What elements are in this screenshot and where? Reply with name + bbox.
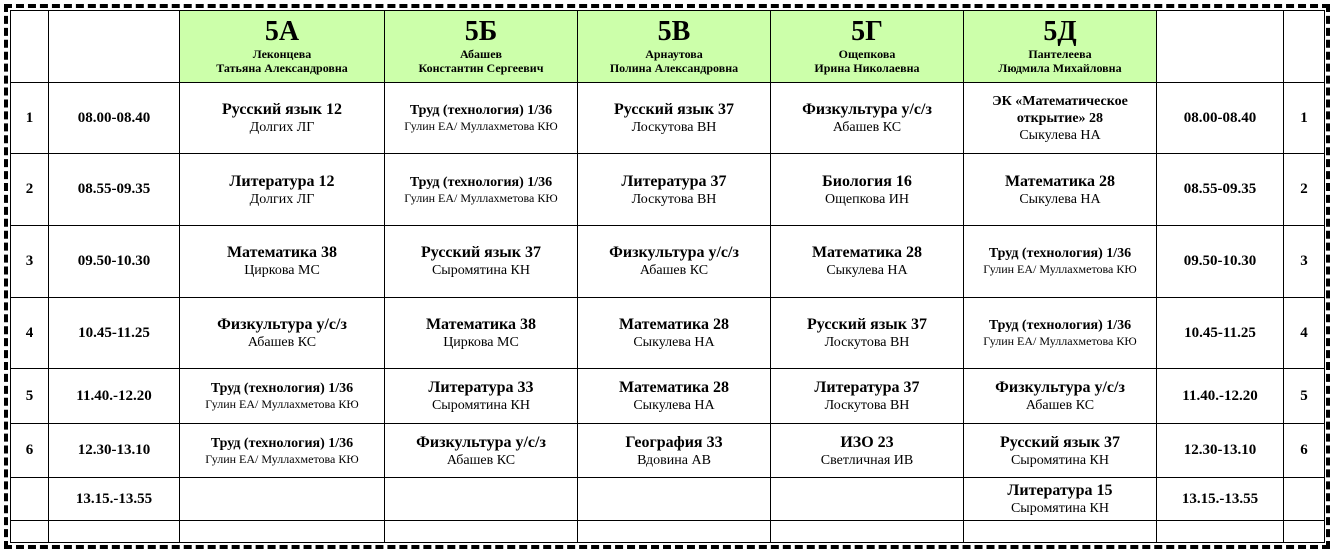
teacher: Лоскутова ВН	[631, 191, 717, 207]
corner-cell-left	[11, 11, 49, 83]
teacher: Сыкулева НА	[1019, 127, 1101, 143]
subject: Математика 28	[618, 379, 730, 397]
lesson-cell	[578, 82, 771, 154]
lesson-time: 08.00-08.40	[1157, 82, 1284, 154]
empty-cell	[1157, 520, 1284, 542]
teacher: Светличная ИВ	[820, 452, 914, 468]
lesson-time: 13.15.-13.55	[1157, 478, 1284, 520]
class-header	[578, 11, 771, 83]
teacher: Сыкулева НА	[633, 335, 715, 351]
subject: ЭК «Математическое открытие» 28	[992, 93, 1128, 126]
lesson-number: 1	[11, 82, 49, 154]
lesson-cell	[964, 369, 1157, 424]
subject: Физкультура у/с/з	[416, 433, 546, 451]
lesson-number: 1	[1284, 82, 1325, 154]
lesson-time: 11.40.-12.20	[1157, 369, 1284, 424]
lesson-row	[11, 154, 1325, 226]
empty-cell	[771, 520, 964, 542]
empty-cell	[49, 520, 180, 542]
teacher: Сыкулева НА	[1019, 191, 1101, 207]
empty-cell	[1284, 520, 1325, 542]
lesson-cell	[180, 82, 385, 154]
subject: География 33	[625, 433, 723, 451]
lesson-time: 11.40.-12.20	[49, 369, 180, 424]
class-name: 5Г	[851, 16, 883, 48]
teacher: Абашев КС	[639, 263, 709, 279]
teacher: Сыкулева НА	[826, 263, 908, 279]
subject: Математика 28	[811, 244, 923, 262]
subject: Физкультура у/с/з	[995, 379, 1125, 397]
empty-cell	[180, 520, 385, 542]
lesson-number: 5	[11, 369, 49, 424]
lesson-cell	[771, 369, 964, 424]
lesson-cell	[578, 423, 771, 478]
class-teacher-last: Пантелеева	[1028, 47, 1092, 62]
class-header	[385, 11, 578, 83]
lesson-cell	[771, 297, 964, 369]
class-name: 5В	[657, 16, 691, 48]
lesson-row	[11, 82, 1325, 154]
subject: Математика 38	[226, 244, 338, 262]
subject: Литература 15	[1007, 482, 1113, 500]
lesson-row	[11, 226, 1325, 298]
teacher: Абашев КС	[832, 120, 902, 135]
lesson-number: 2	[1284, 154, 1325, 226]
lesson-cell	[385, 478, 578, 520]
teacher: Сыромятина КН	[1010, 452, 1110, 468]
class-teacher-first: Людмила Михайловна	[998, 61, 1122, 76]
lesson-cell	[385, 226, 578, 298]
empty-cell	[11, 520, 49, 542]
corner-cell-time	[49, 11, 180, 83]
corner-cell-right	[1284, 11, 1325, 83]
teacher: Долгих ЛГ	[249, 120, 315, 135]
lesson-cell	[385, 369, 578, 424]
lesson-time: 10.45-11.25	[1157, 297, 1284, 369]
lesson-cell	[964, 478, 1157, 520]
lesson-number: 6	[11, 423, 49, 478]
class-teacher-last: Леконцева	[252, 47, 312, 62]
lesson-cell	[964, 154, 1157, 226]
subject: Труд (технология) 1/36	[409, 174, 553, 190]
class-teacher-first: Константин Сергеевич	[418, 61, 544, 76]
lesson-cell	[578, 478, 771, 520]
subject: Литература 33	[428, 379, 534, 397]
lesson-cell	[964, 423, 1157, 478]
lesson-cell	[771, 82, 964, 154]
teacher: Вдовина АВ	[637, 452, 711, 468]
lesson-cell	[964, 297, 1157, 369]
lesson-cell	[180, 423, 385, 478]
lesson-number: 3	[1284, 226, 1325, 298]
lesson-row	[11, 369, 1325, 424]
teacher: Гулин ЕА/ Муллахметова КЮ	[404, 119, 558, 133]
lesson-number: 5	[1284, 369, 1325, 424]
lesson-cell	[771, 478, 964, 520]
lesson-time: 09.50-10.30	[1157, 226, 1284, 298]
lesson-cell	[771, 154, 964, 226]
subject: Труд (технология) 1/36	[988, 246, 1132, 262]
subject: Русский язык 37	[1000, 433, 1120, 451]
lesson-cell	[385, 423, 578, 478]
teacher: Циркова МС	[443, 335, 519, 351]
subject: Русский язык 12	[222, 101, 342, 118]
class-name: 5Б	[464, 16, 498, 48]
lesson-time: 12.30-13.10	[49, 423, 180, 478]
class-header	[771, 11, 964, 83]
lesson-cell	[180, 154, 385, 226]
teacher: Долгих ЛГ	[249, 191, 315, 207]
lesson-time: 08.00-08.40	[49, 82, 180, 154]
subject: Русский язык 37	[807, 316, 927, 334]
lesson-cell	[964, 82, 1157, 154]
subject: Труд (технология) 1/36	[988, 318, 1132, 334]
subject: Математика 28	[618, 316, 730, 334]
subject: Труд (технология) 1/36	[409, 103, 553, 118]
lesson-time: 10.45-11.25	[49, 297, 180, 369]
subject: Труд (технология) 1/36	[210, 435, 354, 451]
lesson-number: 4	[11, 297, 49, 369]
subject: Русский язык 37	[614, 101, 734, 118]
empty-row	[11, 520, 1325, 542]
class-teacher-last: Абашев	[460, 47, 502, 62]
teacher: Гулин ЕА/ Муллахметова КЮ	[983, 334, 1137, 349]
teacher: Лоскутова ВН	[824, 398, 910, 414]
class-teacher-last: Ощепкова	[838, 47, 896, 62]
lesson-cell	[771, 226, 964, 298]
class-teacher-first: Татьяна Александровна	[216, 61, 348, 76]
empty-cell	[385, 520, 578, 542]
teacher: Гулин ЕА/ Муллахметова КЮ	[404, 190, 558, 205]
lesson-cell	[578, 297, 771, 369]
class-name: 5А	[264, 16, 300, 48]
lesson-cell	[180, 478, 385, 520]
teacher: Сыромятина КН	[1010, 501, 1110, 517]
teacher: Гулин ЕА/ Муллахметова КЮ	[205, 451, 359, 466]
lesson-time: 09.50-10.30	[49, 226, 180, 298]
teacher: Ощепкова ИН	[824, 191, 910, 207]
teacher: Сыромятина КН	[431, 398, 531, 414]
subject: Физкультура у/с/з	[609, 244, 739, 262]
teacher: Гулин ЕА/ Муллахметова КЮ	[983, 262, 1137, 277]
corner-cell-time-right	[1157, 11, 1284, 83]
class-teacher-last: Арнаутова	[645, 47, 703, 62]
subject: Литература 37	[814, 379, 920, 397]
teacher: Лоскутова ВН	[631, 120, 717, 135]
class-name: 5Д	[1043, 16, 1077, 48]
lesson-time: 08.55-09.35	[49, 154, 180, 226]
lesson-number: 4	[1284, 297, 1325, 369]
lesson-cell	[180, 226, 385, 298]
subject: Труд (технология) 1/36	[210, 381, 354, 397]
subject: Математика 38	[425, 316, 537, 334]
teacher: Сыромятина КН	[431, 263, 531, 279]
schedule-frame	[4, 4, 1330, 549]
lesson-row	[11, 297, 1325, 369]
lesson-time: 12.30-13.10	[1157, 423, 1284, 478]
teacher: Абашев КС	[247, 335, 317, 351]
empty-cell	[964, 520, 1157, 542]
lesson-number: 3	[11, 226, 49, 298]
class-teacher-first: Ирина Николаевна	[814, 61, 920, 76]
lesson-cell	[385, 297, 578, 369]
lesson-cell	[578, 226, 771, 298]
lesson-cell	[964, 226, 1157, 298]
lesson-number: 2	[11, 154, 49, 226]
subject: Физкультура у/с/з	[802, 101, 932, 118]
lesson-cell	[385, 82, 578, 154]
lesson-time: 13.15.-13.55	[49, 478, 180, 520]
subject: Математика 28	[1004, 172, 1116, 190]
lesson-number	[1284, 478, 1325, 520]
lesson-cell	[578, 369, 771, 424]
lesson-number: 6	[1284, 423, 1325, 478]
class-header	[180, 11, 385, 83]
teacher: Гулин ЕА/ Муллахметова КЮ	[205, 397, 359, 412]
teacher: Абашев КС	[446, 452, 516, 468]
teacher: Сыкулева НА	[633, 398, 715, 414]
lesson-number	[11, 478, 49, 520]
teacher: Лоскутова ВН	[824, 335, 910, 351]
class-teacher-first: Полина Александровна	[609, 61, 739, 76]
lesson-row	[11, 423, 1325, 478]
subject: Литература 12	[229, 172, 335, 190]
lesson-cell	[771, 423, 964, 478]
schedule-table	[10, 10, 1325, 543]
subject: ИЗО 23	[840, 433, 894, 451]
empty-cell	[578, 520, 771, 542]
lesson-time: 08.55-09.35	[1157, 154, 1284, 226]
subject: Биология 16	[822, 172, 912, 190]
lesson-row	[11, 478, 1325, 520]
lesson-cell	[385, 154, 578, 226]
lesson-cell	[578, 154, 771, 226]
lesson-cell	[180, 297, 385, 369]
lesson-cell	[180, 369, 385, 424]
subject: Русский язык 37	[421, 244, 541, 262]
subject: Литература 37	[621, 172, 727, 190]
header-row	[11, 11, 1325, 83]
subject: Физкультура у/с/з	[217, 316, 347, 334]
teacher: Абашев КС	[1025, 398, 1095, 414]
class-header	[964, 11, 1157, 83]
teacher: Циркова МС	[244, 263, 320, 279]
